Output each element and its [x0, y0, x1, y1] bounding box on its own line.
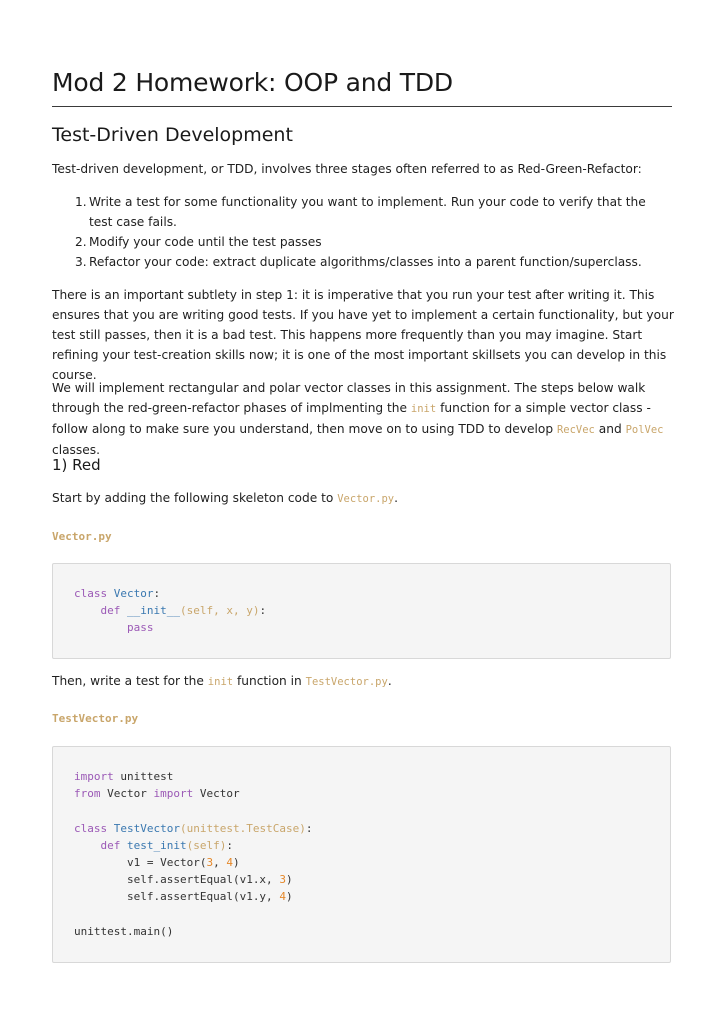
- code-text: self.assertEqual(v1.x,: [126, 873, 280, 887]
- inline-code-testvector-file: TestVector.py: [305, 676, 388, 688]
- code-function-name: __init__: [127, 604, 180, 618]
- steps-list: [52, 192, 672, 272]
- code-keyword: import: [153, 787, 194, 801]
- inline-code-init: init: [207, 676, 234, 688]
- text-run: .: [387, 674, 392, 688]
- code-text: v1 = Vector(: [126, 856, 207, 870]
- code-text: Vector: [100, 787, 154, 801]
- text-run: classes.: [52, 443, 100, 457]
- testvector-code-block: [52, 746, 671, 963]
- vector-code-block: [52, 563, 671, 659]
- code-keyword: class: [74, 821, 108, 835]
- list-number: 2.: [75, 235, 87, 249]
- code-text: unittest.main(): [74, 924, 174, 938]
- text-run: function in: [233, 674, 306, 688]
- code-text: ): [285, 873, 293, 887]
- code-keyword: pass: [126, 621, 154, 635]
- code-punct: :: [153, 587, 161, 600]
- vector-file-label: Vector.py: [52, 530, 112, 543]
- code-content: [74, 585, 266, 637]
- list-number: 3.: [75, 255, 87, 269]
- start-paragraph: [52, 488, 674, 509]
- code-number: 4: [226, 856, 233, 870]
- code-keyword: import: [74, 770, 114, 783]
- text-run: function for a simple vector class - follow along to make sure you understand, then move on to using TDD to develop: [52, 401, 651, 436]
- code-punct: :: [259, 604, 267, 618]
- code-text: ): [285, 890, 293, 904]
- list-item-text: Modify your code until the test passes: [89, 235, 322, 249]
- code-number: 3: [279, 873, 286, 887]
- code-keyword: class: [74, 587, 108, 600]
- list-item-text: Refactor your code: extract duplicate algorithms/classes into a parent function/superclass.: [89, 255, 642, 269]
- code-keyword: from: [74, 787, 101, 801]
- code-args: (self, x, y): [179, 604, 260, 618]
- then-paragraph: [52, 671, 674, 692]
- code-punct: :: [226, 838, 233, 852]
- text-run: We will implement rectangular and polar vector classes in this assignment. The steps below walk through the red-green-refactor phases of implmenting the: [52, 381, 646, 415]
- implement-paragraph: [52, 378, 674, 460]
- code-number: 3: [206, 856, 214, 870]
- inline-code-recvec: RecVec: [556, 424, 595, 436]
- inline-code-polvec: PolVec: [625, 424, 664, 436]
- text-run: .: [394, 491, 399, 505]
- code-text: ): [232, 856, 240, 870]
- testvector-file-label: TestVector.py: [52, 712, 139, 725]
- section-heading: Test-Driven Development: [52, 124, 293, 146]
- code-text: Vector: [193, 787, 240, 801]
- code-args: (self): [186, 838, 227, 852]
- inline-code-vector-file: Vector.py: [337, 493, 395, 505]
- code-keyword: def: [100, 838, 121, 852]
- page-title: Mod 2 Homework: OOP and TDD: [52, 68, 453, 97]
- text-run: and: [594, 422, 626, 436]
- code-content: [74, 768, 312, 940]
- list-item: [52, 252, 672, 272]
- code-keyword: def: [100, 604, 121, 618]
- code-text: ,: [213, 856, 227, 870]
- code-function-name: test_init: [127, 838, 187, 852]
- code-class-name: TestVector: [113, 821, 180, 835]
- list-number: 1.: [75, 195, 87, 209]
- code-punct: :: [305, 821, 313, 835]
- title-divider: [52, 106, 672, 107]
- intro-paragraph: Test-driven development, or TDD, involves three stages often referred to as Red-Green-Refactor:: [52, 162, 642, 176]
- list-item: [52, 192, 672, 232]
- inline-code-init: init: [410, 403, 437, 415]
- list-item: [52, 232, 672, 252]
- subtlety-paragraph: There is an important subtlety in step 1: it is imperative that you run your test after writing it. This ensures that you are writing good tests. If you have yet to implement a certain functionality, but your test still passes, then it is a bad test. This happens more frequently than you may imagine. Start refining your test-creation skills now; it is one of the most important skillsets you can develop in this course.: [52, 288, 674, 382]
- code-number: 4: [279, 890, 286, 904]
- code-class-name: Vector: [113, 587, 154, 600]
- text-run: Start by adding the following skeleton code to: [52, 491, 338, 505]
- text-run: Then, write a test for the: [52, 674, 208, 688]
- code-args: (unittest.TestCase): [179, 821, 306, 835]
- list-item-text: Write a test for some functionality you want to implement. Run your code to verify that the test case fails.: [89, 195, 646, 229]
- code-text: self.assertEqual(v1.y,: [126, 890, 280, 904]
- red-heading: 1) Red: [52, 456, 101, 474]
- code-text: unittest: [113, 770, 174, 783]
